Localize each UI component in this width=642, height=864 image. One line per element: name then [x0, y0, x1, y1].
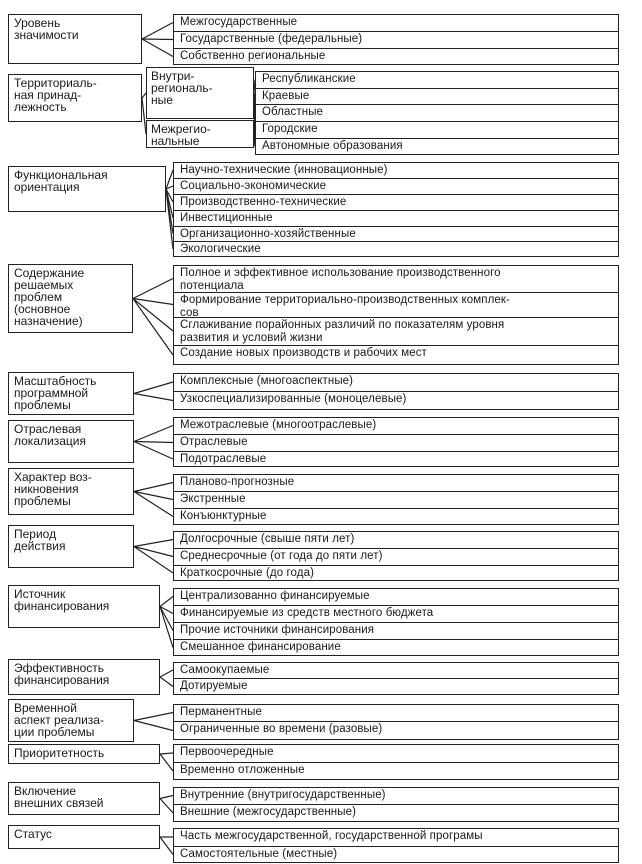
- category-label: Временной аспект реализа- ции проблемы: [14, 701, 104, 739]
- category-box: [8, 74, 142, 122]
- list-item: [174, 705, 618, 722]
- list-item: [174, 392, 618, 411]
- list-item: [174, 763, 618, 781]
- list-item: [174, 15, 618, 32]
- connector-line: [134, 540, 173, 547]
- list-item-label: Часть межгосударственной, государственной програмы: [180, 830, 483, 842]
- list-item: [174, 452, 618, 468]
- list-item-label: Ограниченные во времени (разовые): [180, 723, 383, 735]
- item-list: [173, 417, 619, 467]
- list-item: [174, 418, 618, 435]
- list-item-label: Республиканские: [262, 73, 356, 85]
- category-label: Масштабность программной проблемы: [14, 374, 97, 412]
- list-item: [174, 163, 618, 179]
- category-label: Статус: [14, 827, 52, 841]
- list-item-label: Внутренние (внутригосударственные): [180, 789, 386, 801]
- subgroup-label: Межрегио- нальные: [151, 122, 211, 148]
- connector-line: [166, 189, 173, 249]
- connector-line: [134, 442, 173, 443]
- category-box: [8, 782, 160, 815]
- connector-line: [134, 382, 173, 394]
- item-list: [173, 704, 619, 740]
- list-item: [174, 623, 618, 640]
- item-list: [173, 662, 619, 695]
- list-item: [174, 227, 618, 242]
- connector-line: [134, 442, 173, 460]
- list-item: [256, 122, 618, 139]
- list-item: [174, 49, 618, 66]
- list-item-label: Экологические: [180, 243, 261, 255]
- connector-line: [160, 837, 173, 855]
- connector-line: [134, 721, 173, 731]
- list-item-label: Собственно региональные: [180, 50, 326, 62]
- list-item: [174, 663, 618, 679]
- list-item: [174, 566, 618, 582]
- list-item: [256, 105, 618, 122]
- list-item-label: Первоочередные: [180, 746, 274, 758]
- item-list: [173, 265, 619, 365]
- connector-line: [142, 23, 173, 40]
- list-item-label: Межотраслевые (многоотраслевые): [180, 419, 377, 431]
- connector-line: [134, 547, 173, 557]
- list-item-label: Социально-экономические: [180, 180, 327, 192]
- list-item: [174, 722, 618, 741]
- list-item-label: Межгосударственные: [180, 16, 298, 28]
- connector-line: [134, 483, 173, 492]
- connector-line: [160, 799, 173, 814]
- list-item: [174, 374, 618, 392]
- connector-line: [160, 754, 173, 771]
- category-box: [8, 264, 133, 333]
- category-label: Источник финансирования: [14, 587, 110, 613]
- list-item-label: Научно-технические (инновационные): [180, 164, 388, 176]
- list-item-label: Перманентные: [180, 706, 262, 718]
- list-item: [174, 805, 618, 823]
- category-box: [8, 585, 160, 628]
- list-item: [256, 139, 618, 156]
- list-item: [174, 179, 618, 195]
- connector-line: [160, 597, 173, 607]
- category-box: [8, 14, 142, 64]
- category-label: Приоритетность: [14, 746, 105, 760]
- list-item-label: Внешние (межгосударственные): [180, 806, 357, 818]
- item-list: [173, 162, 619, 257]
- list-item: [174, 266, 618, 293]
- list-item-label: Государственные (федеральные): [180, 33, 363, 45]
- list-item: [174, 318, 618, 346]
- connector-line: [133, 279, 173, 299]
- category-label: Характер воз- никновения проблемы: [14, 470, 92, 508]
- list-item: [174, 532, 618, 549]
- category-label: Территориаль- ная принад- лежность: [14, 76, 97, 114]
- list-item-label: Комплексные (многоаспектные): [180, 375, 354, 387]
- connector-line: [160, 670, 173, 677]
- category-box: [8, 525, 134, 568]
- list-item-label: Конъюнктурные: [180, 510, 267, 522]
- list-item: [174, 492, 618, 509]
- list-item-label: Самостоятельные (местные): [180, 848, 338, 860]
- list-item: [174, 606, 618, 623]
- item-list: [173, 531, 619, 581]
- subgroup-box: [146, 67, 254, 119]
- connector-line: [134, 547, 173, 574]
- subgroup-label: Внутри- региональ- ные: [151, 69, 213, 107]
- connector-line: [142, 39, 173, 40]
- list-item-label: Полное и эффективное использование производственного потенциала: [180, 267, 501, 292]
- list-item: [174, 32, 618, 49]
- connector-line: [160, 796, 173, 799]
- category-box: [8, 699, 134, 742]
- list-item-label: Инвестиционные: [180, 212, 273, 224]
- list-item-label: Производственно-технические: [180, 196, 347, 208]
- list-item-label: Финансируемые из средств местного бюджета: [180, 607, 434, 619]
- list-item-label: Прочие источники финансирования: [180, 624, 375, 636]
- category-label: Содержание решаемых проблем (основное назначение): [14, 266, 85, 328]
- list-item-label: Долгосрочные (свыше пяти лет): [180, 533, 355, 545]
- item-list: [173, 744, 619, 780]
- item-list: [173, 474, 619, 525]
- list-item: [174, 679, 618, 696]
- list-item: [174, 293, 618, 318]
- category-label: Период действия: [14, 527, 66, 553]
- list-item: [256, 89, 618, 105]
- category-label: Включение внешних связей: [14, 784, 104, 810]
- category-box: [8, 420, 134, 463]
- category-label: Функциональная ориентация: [14, 168, 108, 194]
- list-item-label: Дотируемые: [180, 680, 248, 692]
- connector-line: [160, 753, 173, 754]
- list-item-label: Создание новых производств и рабочих мест: [180, 347, 427, 359]
- list-item-label: Среднесрочные (от года до пяти лет): [180, 550, 383, 562]
- item-list: [173, 373, 619, 410]
- category-label: Отраслевая локализация: [14, 422, 86, 448]
- list-item: [174, 549, 618, 566]
- list-item: [174, 435, 618, 452]
- list-item-label: Городские: [262, 123, 318, 135]
- connector-line: [160, 677, 173, 687]
- category-box: [8, 825, 160, 849]
- connector-line: [134, 713, 173, 721]
- list-item-label: Смешанное финансирование: [180, 641, 341, 653]
- list-item: [256, 72, 618, 89]
- list-item: [174, 195, 618, 211]
- list-item-label: Экстренные: [180, 493, 246, 505]
- list-item: [174, 346, 618, 366]
- list-item: [174, 509, 618, 526]
- category-box: [8, 166, 166, 212]
- list-item-label: Организационно-хозяйственные: [180, 228, 356, 240]
- category-box: [8, 372, 134, 415]
- list-item-label: Автономные образования: [262, 140, 403, 152]
- connector-line: [134, 426, 173, 442]
- list-item-label: Краткосрочные (до года): [180, 567, 314, 579]
- category-box: [8, 659, 160, 695]
- category-label: Уровень значимости: [14, 16, 79, 42]
- list-item: [174, 589, 618, 606]
- list-item-label: Централизованно финансируемые: [180, 590, 370, 602]
- item-list: [173, 588, 619, 656]
- item-list: [173, 787, 619, 822]
- list-item-label: Краевые: [262, 90, 310, 102]
- list-item-label: Самоокупаемые: [180, 664, 270, 676]
- list-item-label: Подотраслевые: [180, 453, 267, 465]
- list-item: [174, 745, 618, 763]
- list-item: [174, 640, 618, 657]
- list-item: [174, 829, 618, 847]
- connector-line: [134, 394, 173, 401]
- list-item: [174, 788, 618, 805]
- category-box: [8, 468, 134, 515]
- list-item: [174, 475, 618, 492]
- list-item: [174, 847, 618, 864]
- list-item-label: Областные: [262, 106, 324, 118]
- subgroup-box: [146, 120, 254, 148]
- list-item: [174, 211, 618, 227]
- item-list: [255, 71, 619, 155]
- connector-line: [142, 39, 173, 57]
- item-list: [173, 14, 619, 65]
- list-item-label: Планово-прогнозные: [180, 476, 295, 488]
- list-item-label: Временно отложенные: [180, 764, 305, 776]
- list-item: [174, 242, 618, 258]
- category-label: Эффективность финансирования: [14, 661, 110, 687]
- list-item-label: Отраслевые: [180, 436, 248, 448]
- item-list: [173, 828, 619, 863]
- list-item-label: Узкоспециализированные (моноцелевые): [180, 393, 407, 405]
- list-item-label: Формирование территориально-производственных комплек- сов: [180, 294, 510, 319]
- category-box: [8, 744, 160, 764]
- list-item-label: Сглаживание порайонных различий по показателям уровня развития и условий жизни: [180, 319, 505, 344]
